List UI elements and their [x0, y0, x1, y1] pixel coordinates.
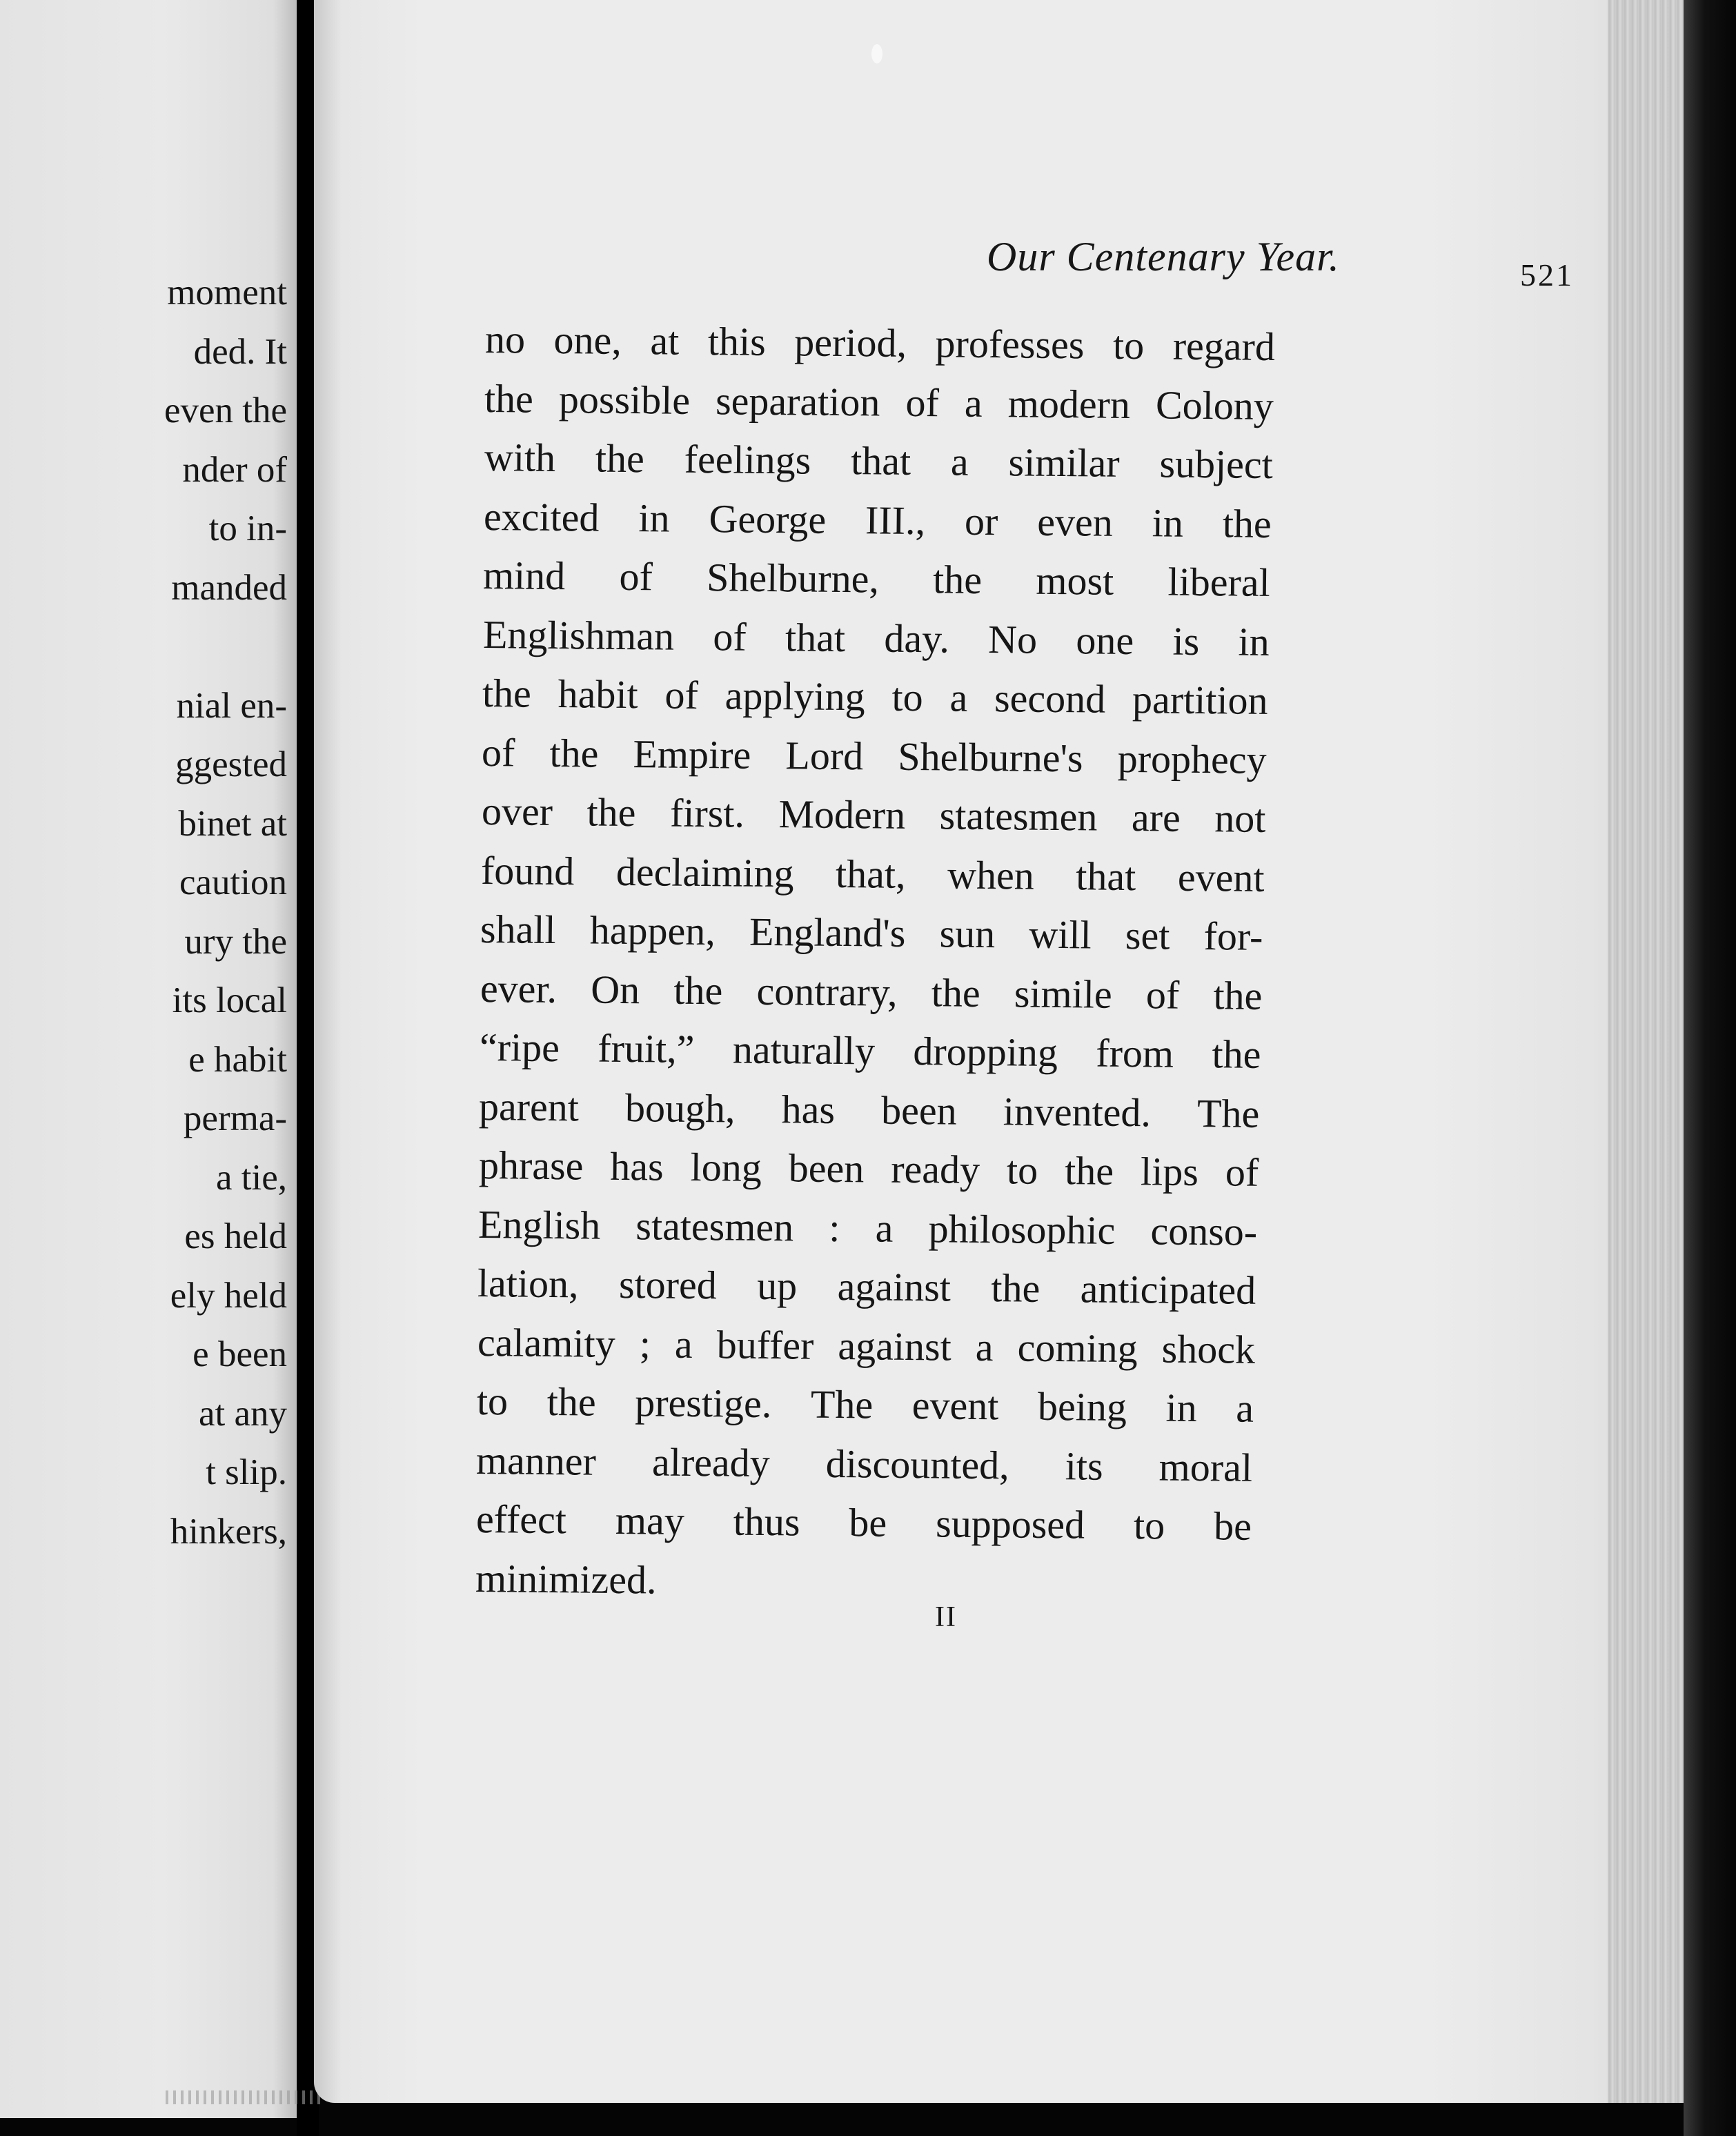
previous-page-line: e been: [193, 1334, 287, 1374]
body-line: of the Empire Lord Shelburne's prophecy: [482, 729, 1268, 782]
previous-page-line: ded. It: [193, 331, 287, 372]
page-number: 521: [1520, 257, 1574, 293]
body-line: parent bough, has been invented. The: [479, 1083, 1260, 1136]
body-line: to the prestige. The event being in a: [476, 1378, 1254, 1431]
section-numeral: II: [935, 1601, 957, 1633]
body-line: excited in George III., or even in the: [483, 493, 1272, 546]
previous-page-line: binet at: [178, 803, 287, 844]
current-page: [314, 0, 1701, 2103]
previous-page-line: its local: [172, 980, 287, 1020]
previous-page-line: t slip.: [206, 1452, 287, 1492]
body-line: found declaiming that, when that event: [480, 847, 1265, 900]
gutter-scan-noise: [166, 2090, 324, 2104]
body-line: ever. On the contrary, the simile of the: [480, 965, 1263, 1018]
previous-page-line: nial en-: [176, 685, 287, 726]
body-line: Englishman of that day. No one is in: [482, 611, 1270, 664]
previous-page-line: perma-: [183, 1098, 287, 1138]
body-line: shall happen, England's sun will set for-: [480, 907, 1264, 959]
scan-speck: [871, 44, 882, 63]
previous-page: [0, 0, 297, 2118]
previous-page-line: even the: [164, 390, 287, 431]
body-line: no one, at this period, professes to regard: [484, 317, 1276, 369]
previous-page-line: at any: [198, 1393, 287, 1434]
previous-page-line: nder of: [182, 449, 287, 490]
body-line: manner already discounted, its moral: [476, 1437, 1253, 1490]
body-line: minimized.: [475, 1555, 657, 1603]
previous-page-line: ely held: [170, 1275, 287, 1316]
body-line: the possible separation of a modern Colony: [484, 375, 1274, 428]
previous-page-line: to in-: [208, 508, 287, 548]
body-line: with the feelings that a similar subject: [484, 435, 1273, 487]
body-line: mind of Shelburne, the most liberal: [483, 553, 1271, 605]
previous-page-line: ury the: [184, 921, 287, 962]
previous-page-line: e habit: [188, 1039, 287, 1080]
previous-page-line: manded: [171, 567, 287, 608]
body-line: the habit of applying to a second partition: [482, 671, 1268, 723]
previous-page-line: ggested: [175, 744, 287, 784]
previous-page-line: caution: [179, 862, 287, 902]
running-head: Our Centenary Year.: [987, 234, 1340, 279]
previous-page-line: a tie,: [216, 1157, 287, 1198]
body-line: “ripe fruit,” naturally dropping from the: [479, 1025, 1261, 1077]
previous-page-line: moment: [167, 273, 287, 313]
body-line: English statesmen : a philosophic conso-: [477, 1201, 1258, 1254]
book-edge-shadow: [1684, 0, 1736, 2136]
body-line: effect may thus be supposed to be: [475, 1496, 1252, 1549]
previous-page-line: hinkers,: [170, 1511, 287, 1552]
body-line: lation, stored up against the anticipated: [477, 1260, 1256, 1313]
body-line: calamity ; a buffer against a coming shock: [477, 1319, 1256, 1372]
body-line: over the first. Modern statesmen are not: [481, 789, 1266, 841]
body-line: phrase has long been ready to the lips of: [478, 1143, 1259, 1195]
previous-page-line: es held: [184, 1216, 287, 1256]
